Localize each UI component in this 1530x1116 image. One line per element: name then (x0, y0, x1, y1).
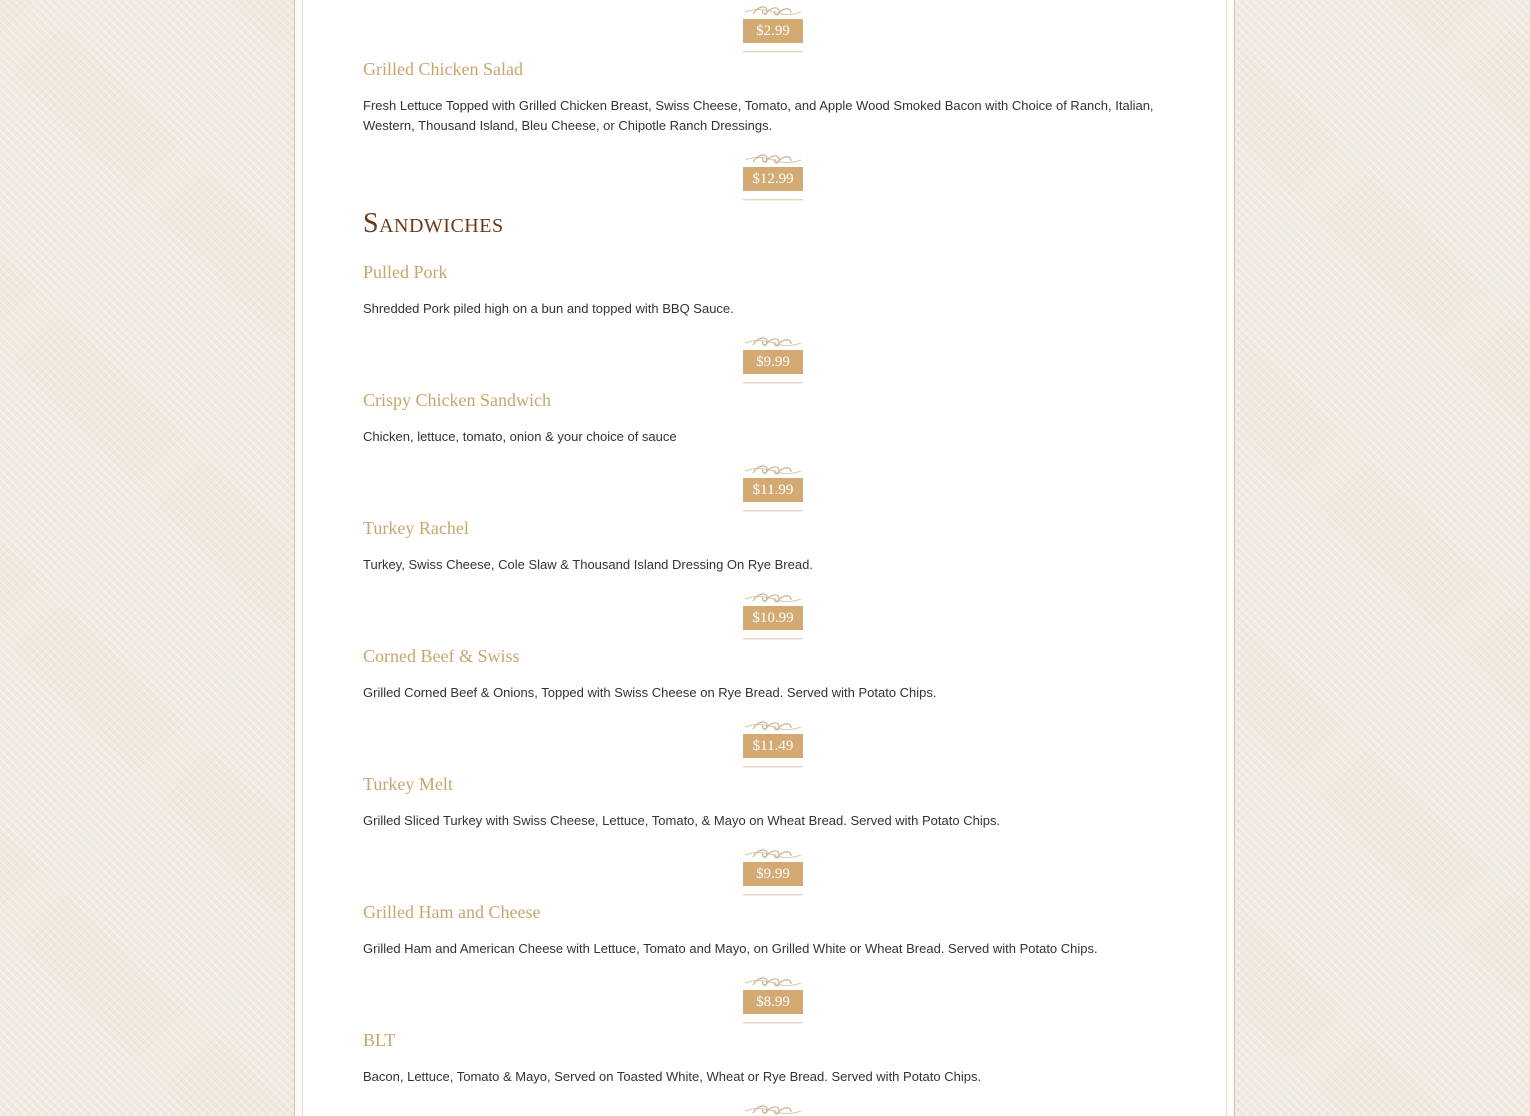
price-tag: $11.99 (743, 478, 803, 502)
price-divider (743, 199, 803, 201)
price-tag: $9.99 (743, 862, 803, 886)
item-description: Shredded Pork piled high on a bun and topped with BBQ Sauce. (363, 301, 734, 316)
price-block (743, 1102, 803, 1116)
price-tag: $11.49 (743, 734, 803, 758)
item-description: Grilled Sliced Turkey with Swiss Cheese, Lettuce, Tomato, & Mayo on Wheat Bread. Served with Potato Chips. (363, 813, 1001, 828)
flourish-ornament-icon (743, 846, 803, 862)
price-block (743, 3, 803, 63)
price-block (743, 590, 803, 650)
price-divider (743, 382, 803, 384)
price-tag: $8.99 (743, 990, 803, 1014)
item-description: Turkey, Swiss Cheese, Cole Slaw & Thousand Island Dressing On Rye Bread. (363, 557, 813, 572)
price-divider (743, 510, 803, 512)
item-title: Turkey Melt (363, 774, 453, 794)
price-block (743, 846, 803, 906)
item-description: Chicken, lettuce, tomato, onion & your choice of sauce (363, 429, 677, 444)
price-tag: $2.99 (743, 19, 803, 43)
price-block (743, 718, 803, 778)
flourish-ornament-icon (743, 462, 803, 478)
price-block (743, 462, 803, 522)
page-frame (294, 0, 1235, 1116)
item-title: BLT (363, 1030, 396, 1050)
item-description: Fresh Lettuce Topped with Grilled Chicken Breast, Swiss Cheese, Tomato, and Apple Wood Smoked Bacon with Choice of Ranch, Italian, Western, Thousand Island, Bleu Cheese, or Chipotle Ranch Dressings. (363, 98, 1154, 133)
price-tag: $12.99 (743, 167, 803, 191)
flourish-ornament-icon (743, 3, 803, 19)
price-divider (743, 1022, 803, 1024)
item-description: Bacon, Lettuce, Tomato & Mayo, Served on Toasted White, Wheat or Rye Bread. Served with Potato Chips. (363, 1069, 982, 1084)
flourish-ornament-icon (743, 334, 803, 350)
price-divider (743, 638, 803, 640)
item-title: Corned Beef & Swiss (363, 646, 520, 666)
item-description: Grilled Corned Beef & Onions, Topped with Swiss Cheese on Rye Bread. Served with Potato Chips. (363, 685, 937, 700)
item-title: Pulled Pork (363, 262, 448, 282)
price-tag: $9.99 (743, 350, 803, 374)
flourish-ornament-icon (743, 718, 803, 734)
price-block (743, 974, 803, 1034)
flourish-ornament-icon (743, 1102, 803, 1116)
flourish-ornament-icon (743, 151, 803, 167)
price-divider (743, 894, 803, 896)
page-inner (302, 0, 1227, 1116)
section-title-sandwiches: Sandwiches (363, 208, 504, 239)
price-divider (743, 51, 803, 53)
item-title: Crispy Chicken Sandwich (363, 390, 551, 410)
item-title: Turkey Rachel (363, 518, 469, 538)
price-tag: $10.99 (743, 606, 803, 630)
item-title: Grilled Chicken Salad (363, 59, 523, 79)
flourish-ornament-icon (743, 590, 803, 606)
price-divider (743, 766, 803, 768)
price-block (743, 151, 803, 211)
price-block (743, 334, 803, 394)
flourish-ornament-icon (743, 974, 803, 990)
item-title: Grilled Ham and Cheese (363, 902, 541, 922)
item-description: Grilled Ham and American Cheese with Lettuce, Tomato and Mayo, on Grilled White or Wheat Bread. Served with Potato Chips. (363, 941, 1098, 956)
